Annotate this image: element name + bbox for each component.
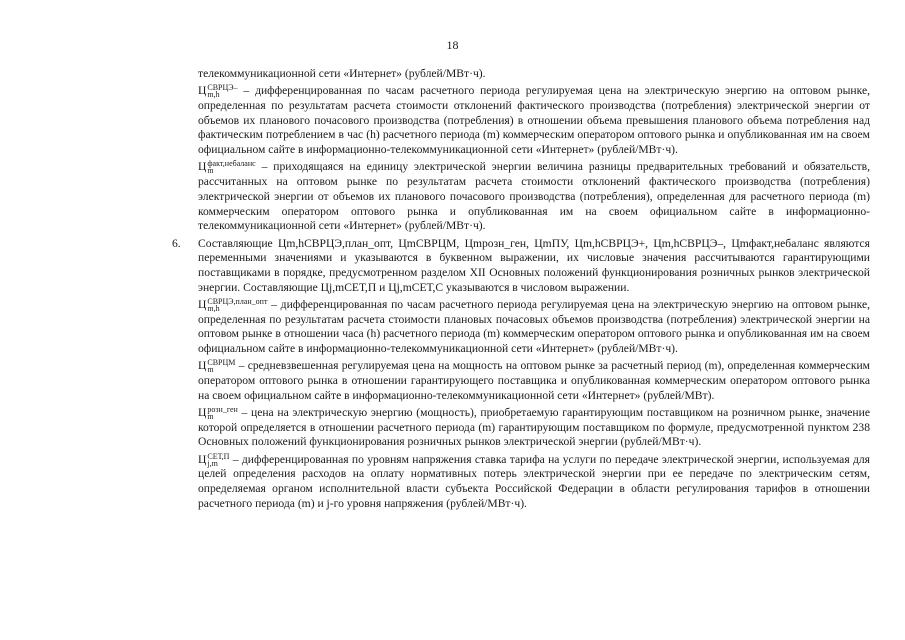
paragraph-text: Составляющие Цm,hСВРЦЭ,план_опт, ЦmСВРЦМ, Цmрозн_ген, ЦmПУ, Цm,hСВРЦЭ+, Цm,hСВРЦЭ–, Цmфакт,небаланс являются переменными значениями и указываются в буквенном выражении, их числовые значения рассчитываются гарантирующими поставщиками в порядке, предусмотренном разделом XII Основных положений функционирования розничных рынков электрической энергии. Составляющие Цj,mСЕТ,П и Цj,mСЕТ,С указываются в числовом выражении. — [198, 236, 870, 294]
formula-symbol: Ц СВРЦЭ,план_опт m,h — [198, 296, 268, 313]
paragraph-text: – дифференцированная по уровням напряжения ставка тарифа на услуги по передаче электрической энергии, используемая для целей определения расходов на оплату нормативных потерь электрической энергии при ее передаче по электрическим сетям, определяемая органом исполнительной власти субъекта Российской Федерации в области регулирования тарифов в отношении расчетного периода (m) и j-го уровня напряжения (рублей/МВт·ч). — [198, 452, 870, 510]
paragraph-continuation — [198, 67, 870, 82]
paragraph-definition — [198, 160, 870, 234]
paragraph-definition — [198, 359, 870, 403]
formula-symbol: Ц СВРЦЭ– m,h — [198, 83, 238, 100]
paragraph-definition — [198, 453, 870, 512]
paragraph-text: телекоммуникационной сети «Интернет» (рублей/МВт·ч). — [198, 67, 486, 80]
document-body — [172, 67, 870, 514]
paragraph-text: – приходящаяся на единицу электрической энергии величина разницы предварительных требований и обязательств, рассчитанных на оптовом рынке по результатам расчета стоимости отклонений фактического производства (потребления) электрической энергии от объемов их планового почасового производства (потребления), определенная для расчетного периода (m) коммерческим оператором оптового рынка и опубликованная им на своем официальном сайте в информационно-телекоммуникационной сети «Интернет» (рублей/МВт·ч). — [198, 160, 870, 233]
paragraph-definition — [198, 298, 870, 357]
paragraph-text: – дифференцированная по часам расчетного периода регулируемая цена на электрическую энергию на оптовом рынке, определенная по результатам расчета стоимости плановых почасовых объемов производства (потребления) электрической энергии на оптовом рынке в отношении часа (h) расчетного периода (m) коммерческим оператором оптового рынка и опубликованная им на своем официальном сайте в информационно-телекоммуникационной сети «Интернет» (рублей/МВт·ч). — [198, 297, 870, 356]
paragraph-definition — [198, 84, 870, 158]
formula-symbol: Ц факт,небаланс m — [198, 159, 256, 176]
formula-symbol: Ц розн_ген m — [198, 405, 238, 422]
paragraph-text: – дифференцированная по часам расчетного периода регулируемая цена на электрическую энергию на оптовом рынке, определенная по результатам расчета стоимости отклонений фактического производства (потребления) электрической энергии от объемов их планового почасового производства (потребления) в отношении объема превышения планового объема потребления над фактическим потреблением в час (h) расчетного периода (m) коммерческим оператором оптового рынка и опубликованная им на своем официальном сайте в информационно-телекоммуникационной сети «Интернет» (рублей/МВт·ч). — [198, 84, 870, 157]
formula-symbol: Ц СВРЦМ m — [198, 358, 236, 375]
formula-symbol: Ц СЕТ,П j,m — [198, 451, 230, 468]
page-number: 18 — [446, 38, 459, 52]
paragraph-text: – средневзвешенная регулируемая цена на мощность на оптовом рынке за расчетный период (m), определенная коммерческим оператором оптового рынка в отношении гарантирующего поставщика и опубликованная коммерческим оператором оптового рынка на своем официальном сайте в информационно-телекоммуникационной сети «Интернет» (рублей/МВт). — [198, 359, 870, 402]
numbered-paragraph — [172, 236, 870, 296]
paragraph-number: 6. — [172, 236, 181, 250]
paragraph-text: – цена на электрическую энергию (мощность), приобретаемую гарантирующим поставщиком на розничном рынке, значение которой определяется в отношении расчетного периода (m) гарантирующим поставщиком по формуле, предусмотренной пунктом 238 Основных положений функционирования розничных рынков электрической энергии (рублей/МВт·ч). — [198, 406, 870, 449]
paragraph-definition — [198, 406, 870, 450]
